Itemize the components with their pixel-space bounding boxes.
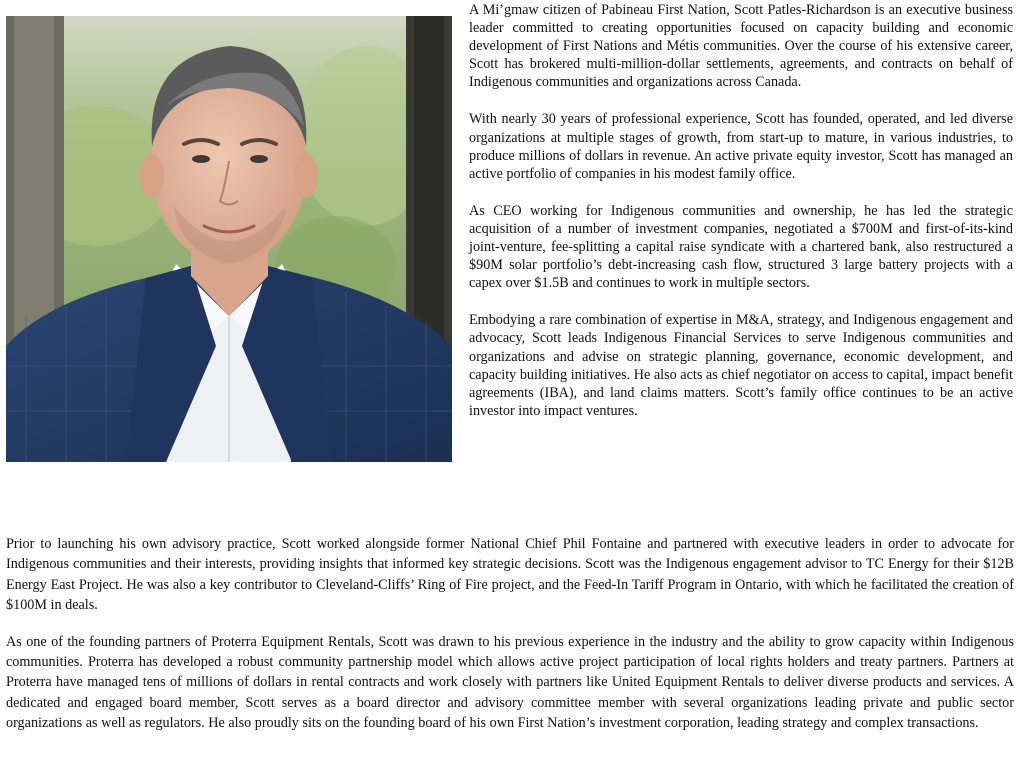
bio-paragraph-experience: With nearly 30 years of professional experience, Scott has founded, operated, and led diverse organizations at multiple stages of growth, from start-up to mature, in various industries, to produce millions of dollars in revenue. An active private equity investor, Scott has managed an active portfolio of companies in his modest family office. bbox=[469, 111, 1013, 182]
bio-paragraph-ceo: As CEO working for Indigenous communities and ownership, he has led the strategic acquisition of a number of investment companies, negotiated a $700M and first-of-its-kind joint-venture, fee-splitting a capital raise syndicate with a chartered bank, also restructured a $90M solar portfolio’s debt-increasing cash flow, structured 3 large battery projects with a capex over $1.5B and continues to work in multiple sectors. bbox=[469, 202, 1013, 292]
bio-bottom-section bbox=[6, 534, 1014, 750]
bio-right-column bbox=[469, 1, 1013, 439]
portrait-photo bbox=[6, 16, 452, 462]
bio-paragraph-expertise: Embodying a rare combination of expertise in M&A, strategy, and Indigenous engagement and advocacy, Scott leads Indigenous Financial Services to serve Indigenous communities and organizations and advise on strategic planning, governance, economic development, and capacity building initiatives. He also acts as chief negotiator on access to capital, impact benefit agreements (IBA), and land claims matters. Scott’s family office continues to be an active investor into impact ventures. bbox=[469, 312, 1013, 419]
bio-paragraph-advisory: Prior to launching his own advisory practice, Scott worked alongside former National Chief Phil Fontaine and partnered with executive leaders in order to advocate for Indigenous communities and their interests, providing insights that informed key strategic decisions. Scott was the Indigenous engagement advisor to TC Energy for their $12B Energy East Project. He was also a key contributor to Cleveland-Cliffs’ Ring of Fire project, and the Feed-In Tariff Program in Ontario, with which he facilitated the creation of $100M in deals. bbox=[6, 536, 1014, 614]
bio-paragraph-proterra: As one of the founding partners of Proterra Equipment Rentals, Scott was drawn to his previous experience in the industry and the ability to grow capacity within Indigenous communities. Proterra has developed a robust community partnership model which allows active project participation of local rights holders and treaty partners. Partners at Proterra have managed tens of millions of dollars in rental contracts and work closely with partners like United Equipment Rentals to deliver diverse products and services. A dedicated and engaged board member, Scott serves as a board director and advisory committee member with several organizations leading private and public sector organizations as well as regulators. He also proudly sits on the founding board of his own First Nation’s investment corporation, leading strategy and complex transactions. bbox=[6, 633, 1014, 732]
bio-paragraph-intro: A Mi’gmaw citizen of Pabineau First Nation, Scott Patles-Richardson is an executive business leader committed to creating opportunities focused on capacity building and economic development of First Nations and Métis communities. Over the course of his extensive career, Scott has brokered multi-million-dollar settlements, agreements, and contracts on behalf of Indigenous communities and organizations across Canada. bbox=[469, 2, 1013, 91]
portrait-illustration bbox=[6, 16, 452, 462]
